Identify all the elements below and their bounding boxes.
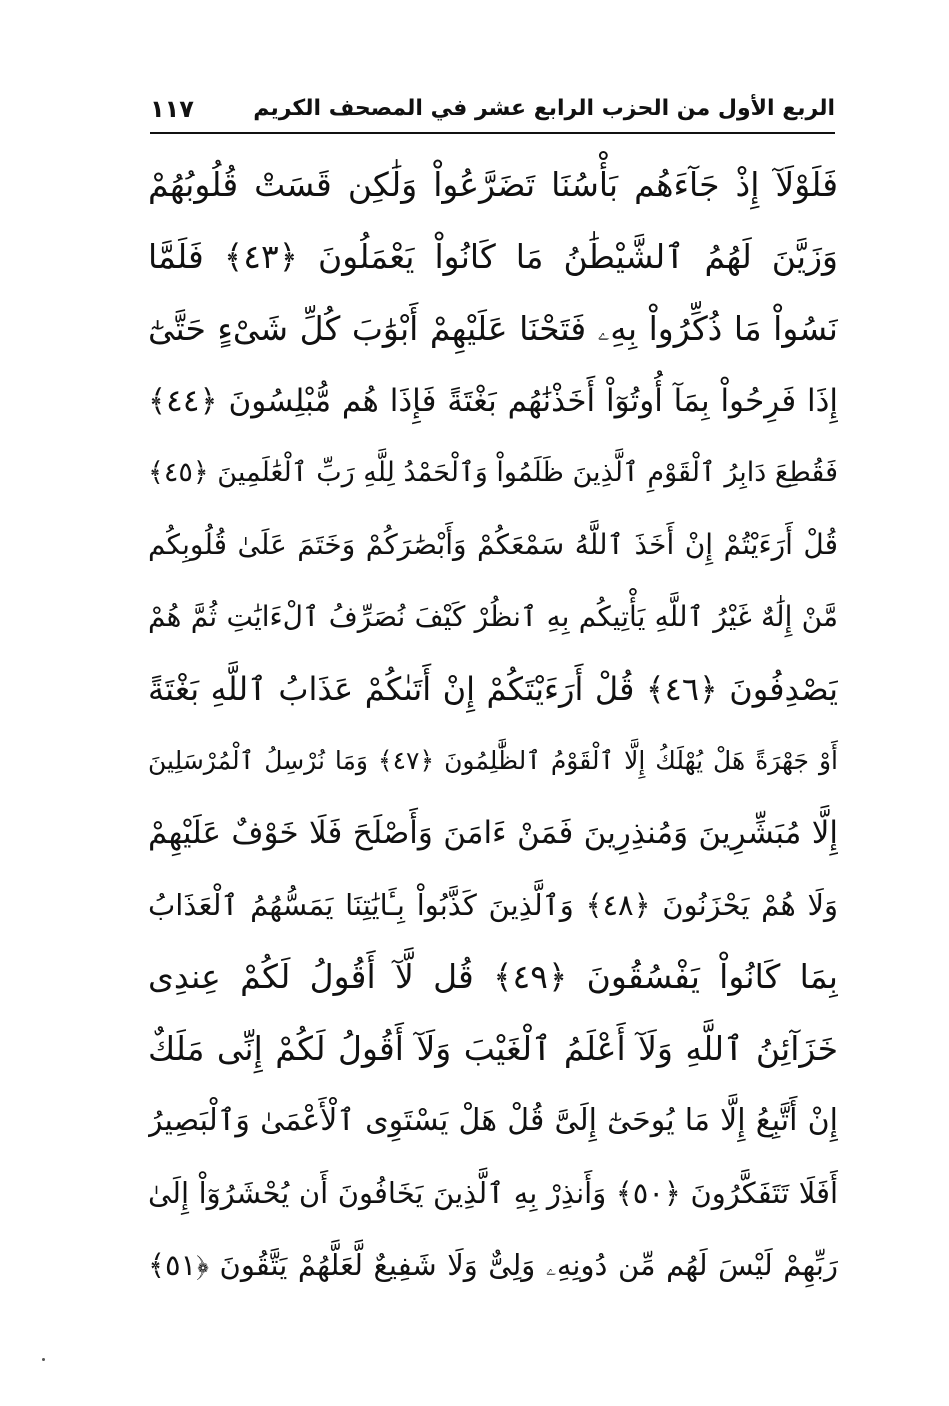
verse-line: وَلَا هُمْ يَحْزَنُونَ ﴿٤٨﴾ وَٱلَّذِينَ كَذَّبُواْ بِـَٔايَٰتِنَا يَمَسُّهُمُ ٱلْعَذَابُ <box>148 888 838 922</box>
verse-line: إِلَّا مُبَشِّرِينَ وَمُنذِرِينَ فَمَنْ ءَامَنَ وَأَصْلَحَ فَلَا خَوْفٌ عَلَيْهِمْ <box>148 815 838 851</box>
scan-speck <box>42 1358 45 1361</box>
verse-line: أَوْ جَهْرَةً هَلْ يُهْلَكُ إِلَّا ٱلْقَوْمُ ٱلظَّٰلِمُونَ ﴿٤٧﴾ وَمَا نُرْسِلُ ٱلْمُرْسَلِينَ <box>148 746 838 775</box>
verse-line: نَسُواْ مَا ذُكِّرُواْ بِهِۦ فَتَحْنَا عَلَيْهِمْ أَبْوَٰبَ كُلِّ شَىْءٍ حَتَّىٰٓ <box>148 309 838 348</box>
verse-line: بِمَا كَانُواْ يَفْسُقُونَ ﴿٤٩﴾ قُل لَّآ أَقُولُ لَكُمْ عِندِى <box>148 957 838 996</box>
verse-line: إِنْ أَتَّبِعُ إِلَّا مَا يُوحَىٰٓ إِلَىَّ قُلْ هَلْ يَسْتَوِى ٱلْأَعْمَىٰ وَٱلْبَصِيرُ <box>148 1103 838 1138</box>
verse-line: مَّنْ إِلَٰهٌ غَيْرُ ٱللَّهِ يَأْتِيكُم بِهِ ٱنظُرْ كَيْفَ نُصَرِّفُ ٱلْءَايَٰتِ ثُمَّ هُمْ <box>148 600 838 633</box>
verse-line: رَبِّهِمْ لَيْسَ لَهُم مِّن دُونِهِۦ وَلِىٌّ وَلَا شَفِيعٌ لَّعَلَّهُمْ يَتَّقُونَ ﴿٥١﴾ <box>148 1248 838 1282</box>
verses-block <box>148 148 838 1308</box>
page-number: ١١٧ <box>150 95 194 123</box>
verse-line: إِذَا فَرِحُواْ بِمَآ أُوتُوٓاْ أَخَذْنَٰهُم بَغْتَةً فَإِذَا هُم مُّبْلِسُونَ ﴿٤٤﴾ <box>148 383 838 419</box>
verse-line: وَزَيَّنَ لَهُمُ ٱلشَّيْطَٰنُ مَا كَانُواْ يَعْمَلُونَ ﴿٤٣﴾ فَلَمَّا <box>148 237 838 276</box>
header-divider <box>150 132 835 134</box>
verse-line: خَزَآئِنُ ٱللَّهِ وَلَآ أَعْلَمُ ٱلْغَيْبَ وَلَآ أَقُولُ لَكُمْ إِنِّى مَلَكٌ <box>148 1029 838 1068</box>
verse-line: قُلْ أَرَءَيْتُمْ إِنْ أَخَذَ ٱللَّهُ سَمْعَكُمْ وَأَبْصَٰرَكُمْ وَخَتَمَ عَلَىٰ قُلُوبِكُم <box>148 528 838 561</box>
verse-line: فَلَوْلَآ إِذْ جَآءَهُم بَأْسُنَا تَضَرَّعُواْ وَلَٰكِن قَسَتْ قُلُوبُهُمْ <box>148 165 838 204</box>
verse-line: يَصْدِفُونَ ﴿٤٦﴾ قُلْ أَرَءَيْتَكُمْ إِنْ أَتَىٰكُمْ عَذَابُ ٱللَّهِ بَغْتَةً <box>148 670 838 708</box>
verse-line: فَقُطِعَ دَابِرُ ٱلْقَوْمِ ٱلَّذِينَ ظَلَمُواْ وَٱلْحَمْدُ لِلَّهِ رَبِّ ٱلْعَٰلَمِينَ ﴿٤٥﴾ <box>148 457 838 488</box>
verse-line: أَفَلَا تَتَفَكَّرُونَ ﴿٥٠﴾ وَأَنذِرْ بِهِ ٱلَّذِينَ يَخَافُونَ أَن يُحْشَرُوٓاْ إِلَىٰ <box>148 1176 838 1210</box>
page-header <box>150 92 835 132</box>
header-title: الربع الأول من الحزب الرابع عشر في المصحف الكريم <box>253 96 835 121</box>
